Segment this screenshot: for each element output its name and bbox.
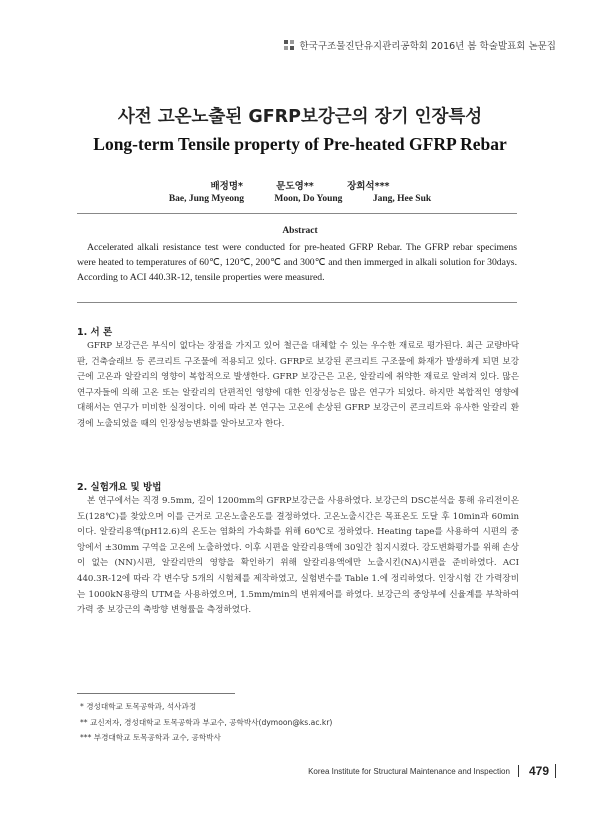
- english-title: Long-term Tensile property of Pre-heated GFRP Rebar: [93, 134, 507, 154]
- section-1-text: GFRP 보강근은 부식이 없다는 장점을 가지고 있어 철근을 대체할 수 있는 우수한 재료로 평가된다. 최근 교량바닥판, 건축슬래브 등 콘크리트 구조물에 적용되고 있다. GFRP로 보강된 콘크리트 구조물에 화재가 발생하게 되면 보강근에 고온과 알칼리의 영향이 복합적으로 발생한다. GFRP 보강근은 고온, 알칼리에 취약한 재료로 알려져 있다. 많은 연구자들에 의해 고온 또는 알칼리의 단편적인 영향에 대한 인장성능은 많은 연구가 되었다. 하지만 복합적인 영향에 대해서는 연구가 미비한 실정이다. 이에 따라 본 연구는 고온에 손상된 GFRP 보강근이 콘크리트와 유사한 알칼리 환경에 노출되었을 때의 인장성능변화를 알아보고자 한다.: [77, 341, 519, 429]
- footnotes: [80, 699, 332, 746]
- section-2-text: 본 연구에서는 직경 9.5mm, 길이 1200mm의 GFRP보강근을 사용하였다. 보강근의 DSC분석을 통해 유리전이온도(128℃)를 찾았으며 이를 근거로 고온노출온도를 결정하였다. 고온노출시간은 목표온도 도달 후 10min과 60min이다. 알칼리용액(pH12.6)의 온도는 염화의 가속화를 위해 60℃로 정하였다. Heating tape를 사용하여 시편의 중앙에서 ±30mm 구역을 고온에 노출하였다. 이후 시편을 알칼리용액에 30일간 침지시켰다. 강도변화평가를 위해 손상이 없는 (NN)시편, 알칼리만의 영향을 확인하기 위해 알칼리용액에만 노출시킨(NA)시편을 준비하였다. ACI 440.3R-12에 따라 각 변수당 5개의 시험체를 제작하였고, 실험변수를 Table 1.에 정리하였다. 인장시험 간 가력장비는 1000kN용량의 UTM을 사용하였으며, 1.5mm/min의 변위제어를 하였다. 보강근의 중앙부에 신율계를 부착하여 가력 중 보강근의 축방향 변형률을 측정하였다.: [77, 496, 519, 616]
- page-footer: [308, 764, 556, 778]
- footer-divider: [518, 765, 519, 777]
- author-en-1: Bae, Jung Myeong: [168, 194, 245, 204]
- author-ko-2: 문도영**: [276, 181, 314, 192]
- footnote-2: ** 교신저자, 경성대학교 토목공학과 부교수, 공학박사(dymoon@ks.ac.kr): [80, 717, 333, 727]
- korean-authors: [0, 178, 600, 192]
- footnote-1: * 경성대학교 토목공학과, 석사과정: [80, 702, 197, 711]
- section-2-heading: 2. 실험개요 및 방법: [77, 482, 162, 493]
- page-header: [284, 38, 556, 52]
- footnote-3: *** 부경대학교 토목공학과 교수, 공학박사: [80, 733, 221, 742]
- page-number: 479: [529, 764, 556, 778]
- abstract-top-rule: [77, 213, 517, 214]
- author-ko-3: 장희석***: [347, 181, 390, 192]
- section-1-heading: 1. 서 론: [77, 327, 113, 338]
- author-en-3: Jang, Hee Suk: [372, 194, 432, 204]
- author-en-2: Moon, Do Young: [274, 194, 343, 204]
- quad-dot-icon: [284, 40, 294, 50]
- korean-title: 사전 고온노출된 GFRP보강근의 장기 인장특성: [117, 107, 483, 127]
- journal-name: Korea Institute for Structural Maintenance and Inspection: [308, 766, 510, 776]
- english-authors: [0, 194, 600, 204]
- author-ko-1: 배정명*: [210, 181, 243, 192]
- abstract-bottom-rule: [77, 302, 517, 303]
- conference-name: 한국구조물진단유지관리공학회 2016년 봄 학술발표회 논문집: [299, 41, 556, 52]
- footnote-rule: [77, 693, 235, 694]
- abstract-heading: Abstract: [282, 226, 318, 236]
- abstract-text: Accelerated alkali resistance test were conducted for pre-heated GFRP Rebar. The GFRP rebar specimens were heated to temperatures of 60℃, 120℃, 200℃ and 300℃ and then immerged in alkali solution for 30days. According to ACI 440.3R-12, tensile properties were measured.: [77, 242, 517, 283]
